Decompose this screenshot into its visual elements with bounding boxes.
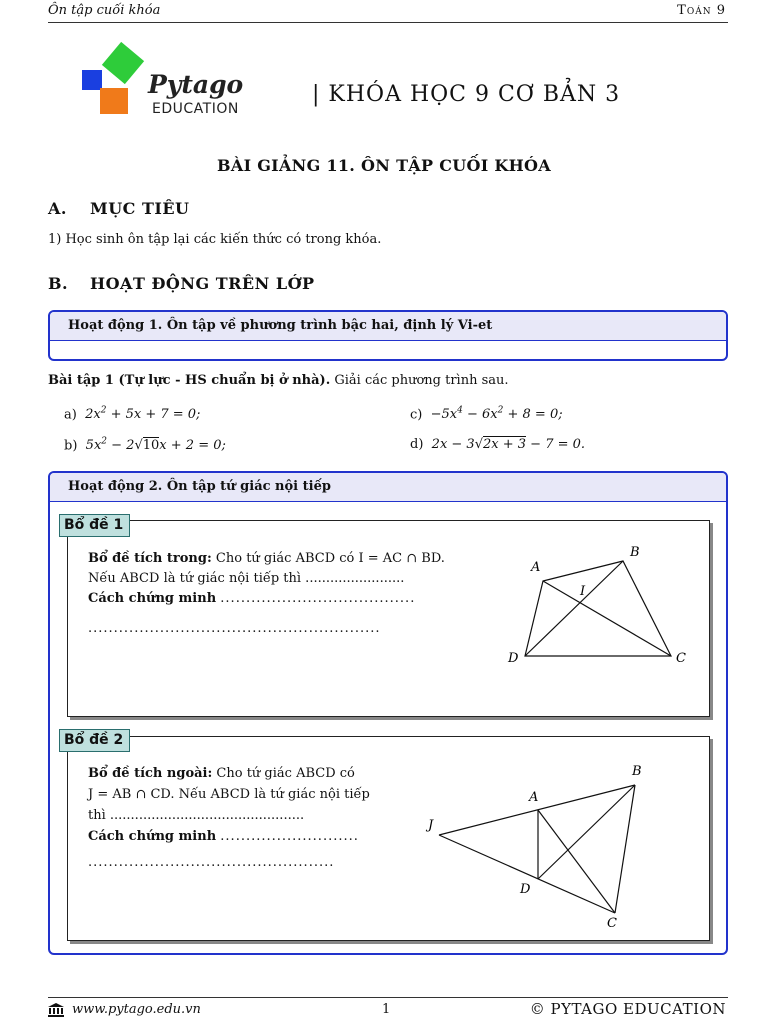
lemma-2-line1: Cho tứ giác ABCD có [216, 766, 355, 781]
label-a-2: A [529, 790, 539, 805]
header-rule [48, 22, 728, 23]
section-b-title: HOẠT ĐỘNG TRÊN LỚP [90, 274, 315, 293]
footer-url-link[interactable]: www.pytago.edu.vn [72, 1002, 201, 1017]
section-a-title: MỤC TIÊU [90, 199, 190, 218]
equation-b-formula: $5x^2 - 2√10x + 2 = 0$; [85, 437, 226, 454]
objective-item: 1) Học sinh ôn tập lại các kiến thức có trong khóa. [48, 232, 382, 247]
label-b-1: B [630, 545, 640, 560]
pytago-logo-icon [80, 44, 150, 116]
label-i-1: I [580, 584, 586, 599]
line-jc-2 [439, 835, 615, 913]
exercise-1-label: Bài tập 1 (Tự lực - HS chuẩn bị ở nhà). [48, 373, 331, 388]
lemma-2-line2: J = AB ∩ CD. Nếu ABCD là tứ giác nội tiếp [88, 787, 370, 802]
cyclic-quadrilateral-figure-1 [498, 541, 698, 671]
exercise-1-text: Giải các phương trình sau. [334, 373, 509, 388]
equation-c-label: c) [410, 407, 423, 423]
activity-1-title: Hoạt động 1. Ôn tập về phương trình bậc hai, định lý Vi-et [68, 318, 493, 333]
section-b-label: B. [48, 274, 69, 293]
logo-name: Pytago [148, 70, 244, 99]
lemma-1-proof-dots: ...................................... [220, 591, 416, 606]
equation-c [410, 406, 563, 422]
side-bc-2 [615, 785, 635, 913]
label-c-1: C [676, 651, 686, 666]
lemma-2-tag: Bổ đề 2 [59, 729, 130, 752]
lemma-2-card [67, 736, 710, 941]
equation-d [410, 437, 585, 452]
section-a-label: A. [48, 199, 67, 218]
lemma-1-line1: Cho tứ giác ABCD có I = AC ∩ BD. [215, 551, 445, 566]
lecture-title: BÀI GIẢNG 11. ÔN TẬP CUỐI KHÓA [217, 156, 551, 175]
activity-1-header [50, 312, 726, 341]
running-header-right: Toán 9 [677, 3, 726, 18]
activity-2-box [48, 471, 728, 955]
equation-a [64, 406, 200, 422]
lemma-2-statement [88, 763, 418, 847]
exercise-1-heading [48, 373, 509, 388]
footer-rule [48, 997, 728, 998]
lemma-2-dots-line: ................................................ [88, 855, 335, 870]
quadrilateral-abcd-1 [525, 561, 671, 656]
lemma-2-line3: thì ............................................... [88, 808, 305, 823]
logo-subtitle: EDUCATION [152, 101, 239, 117]
label-j-2: J [428, 818, 434, 833]
diagonal-ac-2 [538, 810, 615, 913]
equation-d-formula: 2x − 3√2x + 3 − 7 = 0. [431, 437, 586, 452]
lemma-1-proof-label: Cách chứng minh [88, 591, 217, 606]
lemma-1-bold: Bổ đề tích trong: [88, 551, 212, 566]
page-number: 1 [382, 1002, 391, 1017]
equation-a-label: a) [64, 407, 77, 423]
lemma-2-bold: Bổ đề tích ngoài: [88, 766, 213, 781]
activity-1-box [48, 310, 728, 361]
label-d-2: D [520, 882, 531, 897]
label-c-2: C [607, 916, 617, 931]
lemma-1-statement [88, 549, 508, 609]
lemma-1-line2: Nếu ABCD là tứ giác nội tiếp thì ........................ [88, 571, 405, 586]
running-header-left: Ôn tập cuối khóa [48, 3, 161, 18]
equation-c-formula: $-5x^4 - 6x^2 + 8 = 0$; [430, 406, 563, 423]
label-a-1: A [531, 560, 541, 575]
diagonal-bd-1 [525, 561, 623, 656]
label-b-2: B [632, 764, 642, 779]
lemma-2-proof-label: Cách chứng minh [88, 829, 217, 844]
diagonal-bd-2 [538, 785, 635, 879]
lemma-1-tag: Bổ đề 1 [59, 514, 130, 537]
cyclic-quadrilateral-figure-2 [424, 755, 684, 933]
activity-2-header [50, 473, 726, 502]
building-icon [48, 1002, 64, 1016]
activity-2-title: Hoạt động 2. Ôn tập tứ giác nội tiếp [68, 479, 331, 494]
equation-a-formula: $2x^2 + 5x + 7 = 0$; [85, 406, 201, 423]
equation-d-label: d) [410, 437, 424, 452]
lemma-1-dots-line: ......................................................... [88, 621, 381, 636]
footer-copyright: © PYTAGO EDUCATION [529, 1000, 726, 1018]
course-title: | KHÓA HỌC 9 CƠ BẢN 3 [312, 82, 621, 107]
equation-b-label: b) [64, 438, 78, 454]
lemma-1-card [67, 520, 710, 717]
lemma-2-proof-dots: ........................... [220, 829, 359, 844]
equation-b [64, 437, 226, 453]
label-d-1: D [508, 651, 519, 666]
